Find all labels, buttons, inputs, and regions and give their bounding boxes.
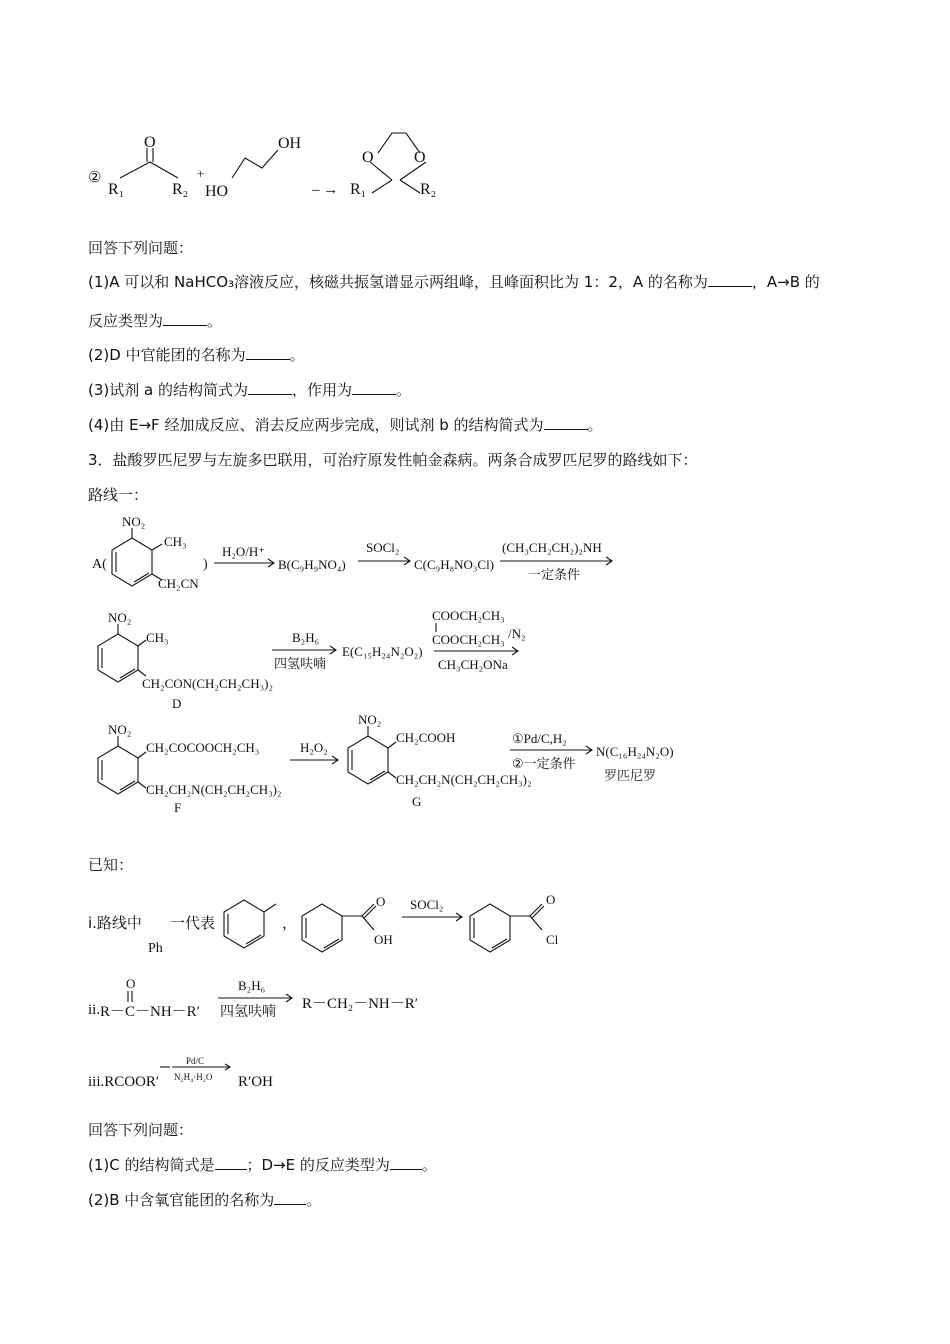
- question-intro: 回答下列问题：: [88, 239, 194, 257]
- answer-blank: [274, 1190, 306, 1205]
- known-iii-reagent-bottom: N₂H₄·H₂O: [174, 1072, 213, 1082]
- r2-reagent1-bottom: 四氢呋喃: [274, 657, 327, 672]
- p3q2-text: (2)B 中含氧官能团的名称为: [88, 1191, 275, 1209]
- q1-text: (1)A 可以和 NaHCO₃溶液反应，核磁共振氢谱显示两组峰，且峰面积比为 1：2，A 的名称为: [88, 273, 708, 291]
- known-i-prefix: i.路线中: [88, 914, 142, 932]
- p3q1-mid: ；D→E 的反应类型为: [246, 1156, 390, 1174]
- known-i-oh: OH: [374, 932, 393, 947]
- q1-tail: ，A→B 的: [751, 273, 820, 291]
- g-bottom-side: CH₂CH₂N(CH₂CH₂CH₃)₂: [396, 772, 532, 787]
- q3-end: 。: [396, 381, 412, 399]
- q1-line2-end: 。: [207, 312, 223, 330]
- r3-reagent2-bottom: ②一定条件: [512, 757, 576, 772]
- product-r1: R₁: [350, 181, 367, 198]
- f-bottom-side: CH₂CH₂N(CH₂CH₂CH₃)₂: [146, 782, 282, 797]
- known-i-comma: ，: [282, 916, 298, 932]
- answer-blank: [215, 1155, 247, 1170]
- r1-reagent1: H₂O/H⁺: [222, 544, 266, 559]
- r3-reagent1: H₂O₂: [300, 740, 328, 755]
- r1-reagent3-bottom: 一定条件: [528, 568, 581, 583]
- known-i-o2: O: [546, 892, 556, 907]
- known-ii-left: R－C－NH－R′: [100, 1004, 200, 1020]
- d-ch3: CH₃: [146, 630, 169, 645]
- product-r2: R₂: [420, 181, 437, 198]
- a-prefix: A(: [92, 557, 107, 572]
- known-i-reagent: SOCl₂: [410, 897, 444, 912]
- compound-n-name: 罗匹尼罗: [604, 769, 657, 784]
- known-ii-o: O: [126, 976, 136, 991]
- q1-line2-text: 反应类型为: [88, 312, 164, 330]
- known-iii-reagent-top: Pd/C: [186, 1056, 205, 1066]
- known-ii-prefix: ii.: [88, 1002, 101, 1018]
- problem-3-question-2: [88, 1190, 321, 1210]
- q4-end: 。: [587, 416, 603, 434]
- compound-b: B(C₉H₉NO₄): [278, 557, 346, 572]
- q4-text: (4)由 E→F 经加成反应、消去反应两步完成，则试剂 b 的结构简式为: [88, 416, 544, 434]
- ho-label: HO: [205, 183, 229, 200]
- q2-text: (2)D 中官能团的名称为: [88, 346, 246, 364]
- known-ii-right: R－CH₂－NH－R′: [302, 996, 419, 1012]
- known-iii-product: R′OH: [238, 1074, 273, 1090]
- g-label: G: [412, 794, 422, 809]
- known-ii-reagent-bottom: 四氢呋喃: [220, 1004, 276, 1020]
- p3q2-end: 。: [306, 1191, 322, 1209]
- r2-reagent2-line2: COOCH₂CH₃: [432, 632, 505, 647]
- r1-label: R₁: [108, 181, 125, 198]
- f-top-side: CH₂COCOOCH₂CH₃: [146, 740, 260, 755]
- f-label: F: [174, 800, 182, 815]
- a-ch3: CH₃: [164, 534, 187, 549]
- r2-reagent2-n2: /N₂: [508, 626, 526, 641]
- r1-reagent3-top: (CH₃CH₂CH₂)₂NH: [502, 540, 602, 555]
- r2-label: R₂: [172, 181, 189, 198]
- route-label: 路线一：: [88, 486, 149, 504]
- r2-reagent2-bottom: CH₃CH₂ONa: [438, 657, 508, 672]
- q3-text: (3)试剂 a 的结构简式为: [88, 381, 248, 399]
- known-i-ph: Ph: [148, 941, 163, 956]
- compound-n: N(C₁₆H₂₄N₂O): [596, 744, 674, 759]
- q3-mid: ，作用为: [291, 381, 352, 399]
- known-i-cl: Cl: [546, 932, 559, 947]
- d-label: D: [172, 696, 182, 711]
- compound-c: C(C₉H₈NO₃Cl): [414, 557, 495, 572]
- dioxolane-o-right: O: [414, 149, 426, 166]
- p3q1-end: 。: [421, 1156, 437, 1174]
- r2-reagent2-line1: COOCH₂CH₃: [432, 608, 505, 623]
- plus-sign: +: [197, 166, 205, 181]
- question-intro-2: 回答下列问题：: [88, 1121, 194, 1139]
- known-ii-reagent-top: B₂H₆: [238, 978, 266, 993]
- d-no2: NO₂: [108, 610, 132, 625]
- problem-3-question-1: [88, 1155, 437, 1175]
- g-top-side: CH₂COOH: [396, 730, 456, 745]
- known-iii-prefix: iii.RCOOR′: [88, 1074, 160, 1090]
- known-i-o: O: [376, 894, 386, 909]
- q2-end: 。: [289, 346, 305, 364]
- reaction-arrow: – →: [312, 182, 339, 198]
- compound-e: E(C₁₅H₂₄N₂O₂): [342, 644, 423, 659]
- known-i-dai: 一代表: [170, 914, 216, 932]
- dioxolane-o-left: O: [362, 149, 374, 166]
- p3q1-text: (1)C 的结构简式是: [88, 1156, 215, 1174]
- carbonyl-o: O: [144, 134, 156, 151]
- d-side-chain: CH₂CON(CH₂CH₂CH₃)₂: [142, 676, 274, 691]
- reaction-marker: ②: [88, 170, 102, 186]
- a-no2: NO₂: [122, 514, 146, 529]
- g-no2: NO₂: [358, 712, 382, 727]
- r3-reagent2-top: ①Pd/C,H₂: [512, 731, 567, 746]
- problem-3-title: 3．盐酸罗匹尼罗与左旋多巴联用，可治疗原发性帕金森病。两条合成罗匹尼罗的路线如下：: [88, 451, 698, 469]
- r1-reagent2: SOCl₂: [366, 540, 400, 555]
- r2-reagent1-top: B₂H₆: [292, 630, 320, 645]
- a-suffix: ): [203, 557, 208, 572]
- a-ch2cn: CH₂CN: [158, 576, 199, 591]
- oh-label: OH: [278, 135, 302, 152]
- answer-blank: [390, 1155, 422, 1170]
- known-label: 已知：: [88, 856, 134, 874]
- f-no2: NO₂: [108, 722, 132, 737]
